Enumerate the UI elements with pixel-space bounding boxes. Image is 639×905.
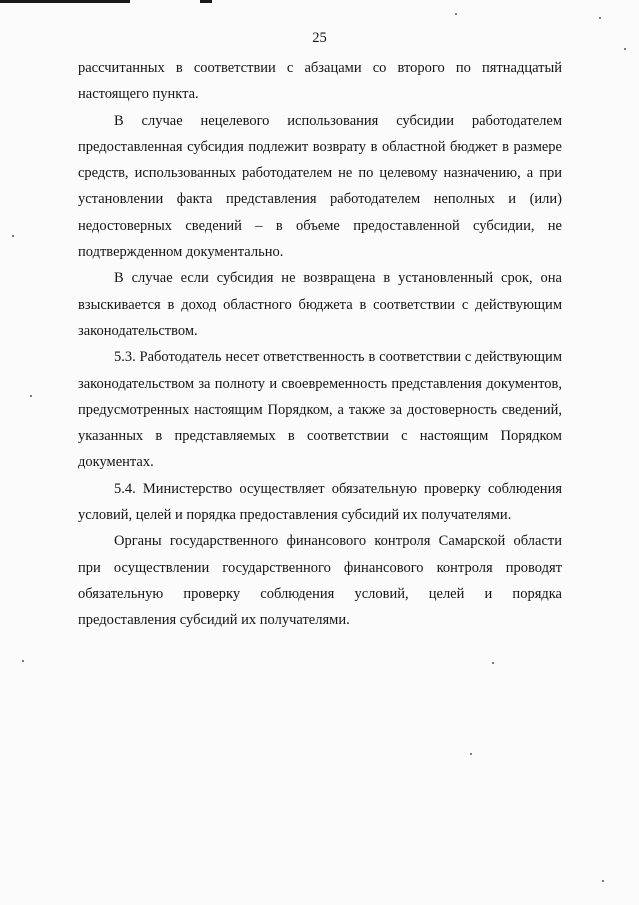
scan-speck: [22, 660, 24, 662]
scan-speck: [12, 235, 14, 237]
scan-speck: [602, 880, 604, 882]
paragraph-misuse-refund: В случае нецелевого использования субсидии работодателем предоставленная субсидия подлежит возврату в областной бюджет в размере средств, использованных работодателем не по целевому назначению, а при установлении факта представления работодателем неполных и (или) недостоверных сведений – в объеме предоставленной субсидии, не подтвержденном документально.: [78, 112, 562, 261]
scan-speck: [30, 395, 32, 397]
document-body: [78, 55, 562, 634]
scan-speck: [599, 17, 601, 19]
scan-speck: [492, 662, 494, 664]
paragraph-continuation: рассчитанных в соответствии с абзацами со второго по пятнадцатый настоящего пункта.: [78, 60, 562, 103]
scan-speck: [624, 48, 626, 50]
paragraph-5-3: 5.3. Работодатель несет ответственность в соответствии с действующим законодательством за полноту и своевременность представления документов, предусмотренных настоящим Порядком, а также за достоверность сведений, указанных в представляемых в соответствии с настоящим Порядком документах.: [78, 349, 562, 471]
paragraph-recovery: В случае если субсидия не возвращена в установленный срок, она взыскивается в доход областного бюджета в соответствии с действующим законодательством.: [78, 270, 562, 339]
scan-speck: [455, 13, 457, 15]
paragraph-financial-control: Органы государственного финансового контроля Самарской области при осуществлении государственного финансового контроля проводят обязательную проверку соблюдения условий, целей и порядка предоставления субсидий их получателями.: [78, 533, 562, 629]
page-number: 25: [312, 30, 327, 46]
scan-edge-mark: [0, 0, 130, 3]
scan-edge-mark: [200, 0, 212, 3]
paragraph-5-4: 5.4. Министерство осуществляет обязательную проверку соблюдения условий, целей и порядка предоставления субсидий их получателями.: [78, 480, 562, 524]
scan-speck: [470, 753, 472, 755]
